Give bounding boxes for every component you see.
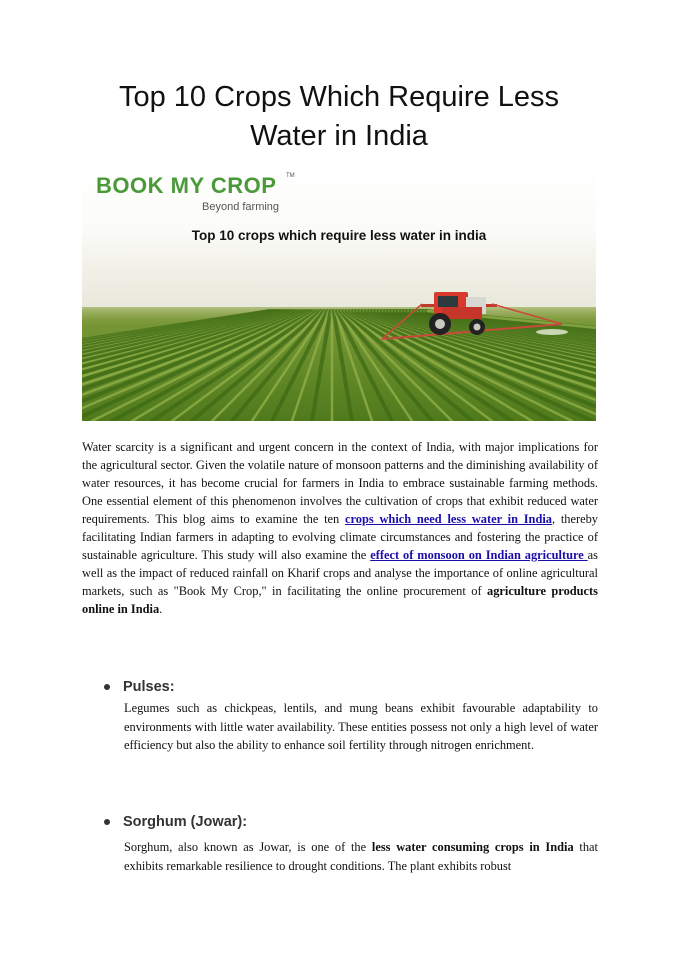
banner-image <box>82 164 596 421</box>
list-item-text <box>124 838 598 875</box>
sorghum-text-1: Sorghum, also known as Jowar, is one of the <box>124 840 372 854</box>
farm-field-illustration <box>82 164 596 421</box>
intro-text-3: as well as the impact of reduced rainfall on Kharif crops and analyse the importance of online agricultural markets, such as "Book My Crop," in facilitating the online procurement of <box>82 548 598 598</box>
page-title <box>60 78 618 156</box>
brand-logo <box>96 173 295 213</box>
intro-text-4: . <box>159 602 163 616</box>
monsoon-effect-link[interactable]: effect of monsoon on Indian agriculture <box>370 548 588 562</box>
sorghum-bold: less water consuming crops in India <box>371 840 574 854</box>
sorghum-text-2: that exhibits remarkable resilience to drought conditions. The plant exhibits robust <box>124 840 599 873</box>
list-item-heading <box>104 814 247 830</box>
logo-trademark: TM <box>286 173 295 179</box>
bullet-icon <box>104 684 110 690</box>
list-item-heading <box>104 679 175 695</box>
banner-heading: Top 10 crops which require less water in india <box>191 228 487 243</box>
crops-less-water-link[interactable]: crops which need less water in India <box>345 512 552 526</box>
item-heading-sorghum: Sorghum (Jowar): <box>123 814 248 830</box>
intro-text-2: , thereby facilitating Indian farmers in adapting to evolving climate circumstances and fostering the practice of sustainable agriculture. This study will also examine the <box>82 512 598 562</box>
logo-text: BOOK MY CROP <box>96 173 277 198</box>
list-item-text: Legumes such as chickpeas, lentils, and mung beans exhibit favourable adaptability to environments with little water availability. These entities possess not only a high level of water efficiency but also the ability to enhance soil fertility through nitrogen enrichment. <box>124 701 598 753</box>
agri-products-bold: agriculture products online in India <box>82 584 599 616</box>
logo-tagline: Beyond farming <box>202 201 280 213</box>
intro-paragraph <box>82 438 598 618</box>
page-title-line-1: Top 10 Crops Which Require Less <box>118 81 560 113</box>
bullet-icon <box>104 819 110 825</box>
page-title-line-2: Water in India <box>250 120 428 152</box>
item-heading-pulses: Pulses: <box>123 679 175 695</box>
intro-text-1: Water scarcity is a significant and urgent concern in the context of India, with major implications for the agricultural sector. Given the volatile nature of monsoon patterns and the diminishing availability of water resources, it has become crucial for farmers in India to embrace sustainable farming methods. One essential element of this phenomenon involves the cultivation of crops that exhibit reduced water requirements. This blog aims to examine the ten <box>82 440 598 526</box>
